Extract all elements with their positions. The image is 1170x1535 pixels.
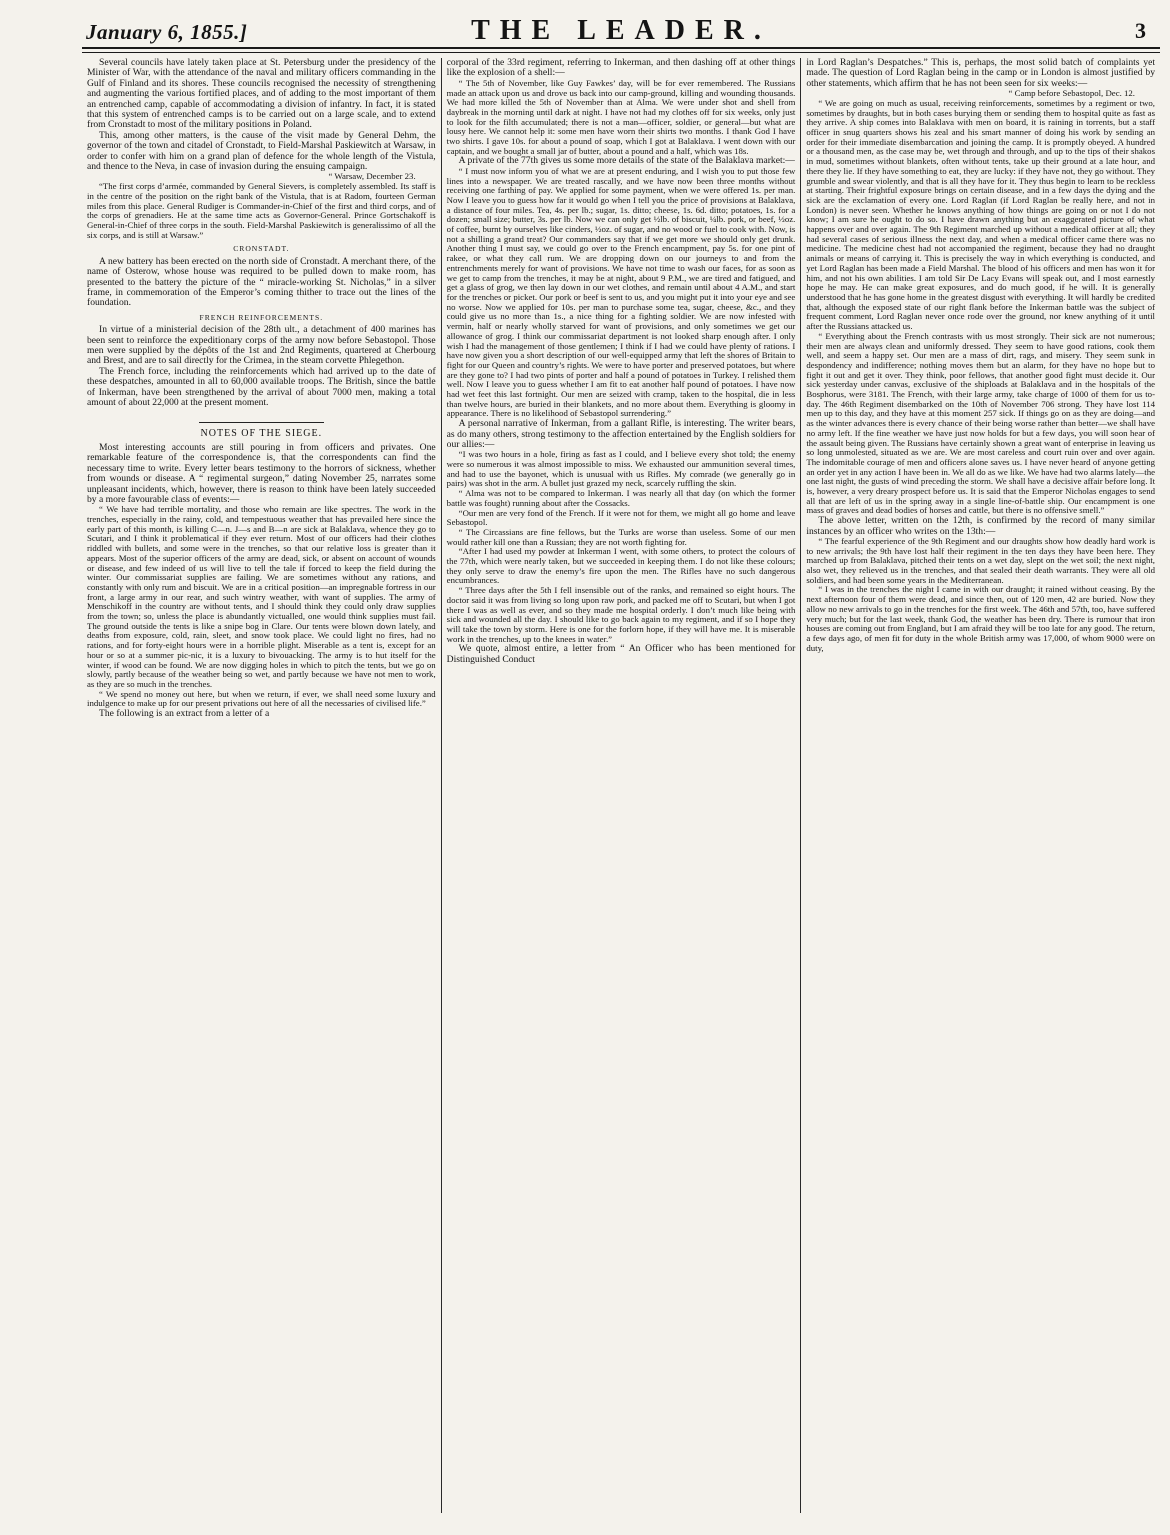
- section-divider: [199, 422, 325, 423]
- quoted-letter: “ Three days after the 5th I fell insensible out of the ranks, and remained so eight hours. The doctor said it was from living so long upon raw pork, and packed me off to Scutari, but when I got there I was as well as ever, and so they made me hospital orderly. I don’t much like being with sick and wounded all the day. I should like to go back again to my regiment, and if so I hope they will take the town by storm. Here is one for the forlorn hope, if they will have me. It is miserable work in the trenches, up to the knees in water.”: [446, 585, 796, 644]
- paragraph: The above letter, written on the 12th, is confirmed by the record of many similar instances by an officer who writes on the 13th:—: [806, 515, 1156, 537]
- paragraph: The French force, including the reinforcements which had arrived up to the date of these despatches, amounted in all to 60,000 available troops. The British, since the battle of Inkerman, have been strengthened by the arrival of about 7000 men, making a total amount of about 22,000 at the present moment.: [87, 365, 436, 409]
- page-header: [82, 0, 1160, 44]
- paragraph: We quote, almost entire, a letter from “ An Officer who has been mentioned for Distinguished Conduct: [446, 643, 796, 665]
- paragraph-continued: corporal of the 33rd regiment, referring to Inkerman, and then dashing off at other things like the explosion of a shell:—: [446, 58, 796, 79]
- paragraph: This, among other matters, is the cause of the visit made by General Dehm, the governor of the town and citadel of Cronstadt, to Field-Marshal Paskiewitch at Warsaw, in order to confer with him on a grand plan of defence for the whole length of the Vistula, and thence to the Neva, in case of invasion during the ensuing campaign.: [87, 129, 436, 173]
- quoted-letter: “After I had used my powder at Inkerman I went, with some others, to protect the colours of the 77th, which were nearly taken, but we succeeded in keeping them. I do not like these colours; they only serve to draw the enemy’s fire upon the men. The Rifles have no such dangerous encumbrances.: [446, 546, 796, 586]
- paragraph: The following is an extract from a letter of a: [99, 708, 270, 720]
- letter-dateline: “ Warsaw, December 23.: [328, 171, 416, 182]
- column-middle: [441, 58, 801, 1513]
- section-subhead: FRENCH REINFORCEMENTS.: [199, 312, 324, 322]
- section-heading: NOTES OF THE SIEGE.: [200, 428, 323, 440]
- letter-dateline: “ Camp before Sebastopol, Dec. 12.: [1008, 88, 1136, 99]
- paragraph: In virtue of a ministerial decision of the 28th ult., a detachment of 400 marines has been sent to reinforce the expeditionary corps of the army now before Sebastopol. Those men were supplied by the dépôts of the 1st and 2nd Regiments, quartered at Cherbourg and Brest, and are to sail directly for the Crimea, in the steam corvette Phlegethon.: [87, 324, 436, 367]
- issue-date: January 6, 1855.]: [86, 20, 248, 44]
- quoted-letter: “Our men are very fond of the French. If it were not for them, we might all go home and leave Sebastopol.: [446, 507, 796, 528]
- paragraph: Several councils have lately taken place at St. Petersburg under the presidency of the Minister of War, with the attendance of the naval and military officers commanding in the Gulf of Finland and its shores. These councils recognised the necessity of strengthening and augmenting the various fortified places, and of adding to the most important of them an entrenched camp, capable of accommodating a division of infantry. In fact, it is stated that this system of entrenched camps is to be carried out on a large scale, and to extend from Cronstadt to most of the military positions in Poland.: [87, 58, 436, 131]
- column-right: [800, 58, 1160, 1513]
- section-subhead: CRONSTADT.: [233, 244, 290, 254]
- quoted-letter: “ We have had terrible mortality, and those who remain are like spectres. The work in the trenches, especially in the rainy, cold, and tempestuous weather that has prevailed here since the early part of this month, is killing C—n. J—s and B—n are sick at Balaklava, whence they go to Scutari, and I think it problematical if they ever return. Most of our officers had their clothes riddled with bullets, and some were in the trenches, so that our relative loss is greater than it appears. Most of the superior officers of the army are dead, sick, or absent on account of wounds or disease, and few indeed of us will live to tell the tale if forced to keep the field during the winter. Our commissariat supplies are failing. We are sometimes without any rations, and constantly with only rum and biscuit. We are in a critical position—an impregnable fortress in our front, a large army in our rear, and such wintry weather, with want of supplies. The army of Menschikoff in the country are without tents, and I should think they could only draw supplies from the town; so, unless the place is abundantly victualled, one would think supplies must fail. The ground outside the tents is like a snipe bog in Clare. Our tents were blown down lately, and deaths from exposure, cold, rain, sleet, and snow took place. We could light no fires, had no rations, and for forty-eight hours were in a horrible plight. Miserable as a tent is, except for an hour or so at a summer pic-nic, it is a luxury to bivouacking. The army is to hut itself for the winter, if wood can be found. We are now digging holes in which to pitch the tents, but we go on slowly, partly because of the weather being so wet, and partly because we have not men to work, as they are so much in the trenches.: [87, 504, 436, 689]
- quoted-letter: “ The 5th of November, like Guy Fawkes’ day, will be for ever remembered. The Russians made an attack upon us and drove us back into our camp-ground, killing and wounding thousands. We had more killed the 5th of November than at Alma. We were under shot and shell from daybreak in the morning until dark at night. I have not had my clothes off for six weeks, only just to look for the filth accumulated; there is not a man—officer, soldier, or general—but what are lousy here. We cannot help it: some men have worn their shirts two months. I thank God I have two shirts. I gave 10s. for about a pound of soap, which I got at Balaklava. I went down with our captain, and we bought a small jar of butter, about a pound and a half, which was 18s.: [446, 77, 796, 156]
- quoted-letter: “ I must now inform you of what we are at present enduring, and I wish you to put those few lines into a newspaper. We are treated rascally, and we have now been three months without receiving one farthing of pay. We applied for some payment, when we were offered 1s. per man. Now I leave you to guess how far it would go when I tell you the price of provisions at Balaklava, a distance of four miles. Tea, 4s. per lb.; sugar, 1s. ditto; cheese, 1s. 6d. ditto; potatoes, 1s. for a dozen; small size; butter, 3s. per lb. Now we can only get ½lb. of biscuit, ¼lb. pork, or beef, ½oz. of coffee, burnt by ourselves like cinders, ½oz. of sugar, and no wood or fuel to cook with. Now, is not a shilling a grand treat? Our commanders say that if we get more we should only get drunk. Another thing I must say, we could go over to the French encampment, pay 5s. for one pint of rakee, or what they call rum. We are dropping down on our journeys to and from the entrenchments merely for want of provisions. We have not time to wash our faces, for as soon as we get to camp from the trenches, it may be at night, about 9 P.M., we are tired and fatigued, and get a glass of grog, we then lay down in our wet clothes, and remain until about 4 A.M., and start for the trenches or picket. Our pork or beef is sent to us, and you might put it into your eye and see no worse. Now we applied for 10s. per man to purchase some tea, sugar, cheese, &c., and they could give us no more than 1s., a nice thing for a fighting soldier. We are now infested with vermin, half or nearly wholly starved for want of provisions, and only sometimes we get our allowance of grog. I think our commissariat department is not looked sharp enough after. I only wish I had the management of those gentlemen; I think if I had we could have plenty of rations. I have now given you a short description of our well-equipped army that left the shores of Britain to fight for our Queen and country’s rights. We were to have porter and preserved potatoes, but where are they gone to? I had two pints of porter and half a pound of potatoes in Turkey. I relished them well. Now I leave you to guess whether I am fit to eat another half pound of potatoes. I have now had wet feet this last fortnight. Our men are seized with cramp, taken to the hospital, die in less than twelve hours, are buried in their blankets, and no more about them. Everything is gloomy in appearance. There is no likelihood of Sebastopol surrendering.”: [446, 165, 796, 419]
- paragraph: Most interesting accounts are still pouring in from officers and privates. One remarkable feature of the correspondence is, that the correspondents can find the necessary time to write. Every letter bears testimony to the horrors of sickness, whether from wounds or disease. A “ regimental surgeon,” dating November 25, narrates some unpleasant incidents, which, however, there is reason to think have been lately succeeded by a more favourable class of events:—: [87, 441, 436, 505]
- quoted-letter: “ The fearful experience of the 9th Regiment and our draughts show how deadly hard work is to new arrivals; the 9th have lost half their regiment in the ten days they have been here. They marched up from Balaklava, pitched their tents on a wet day, slept on the wet soil; the next night, also wet, they relieved us in the trenches, and that sealed their death warrants. They were all old soldiers, and had been some years in the Mediterranean.: [806, 535, 1156, 585]
- quoted-letter: “The first corps d’armée, commanded by General Sievers, is completely assembled. Its staff is in the centre of the position on the right bank of the Vistula, that is at Radom, fourteen German miles from this place. General Rudiger is Commander-in-Chief of the first and third corps, and of the corps of grenadiers. He at the same time acts as Governor-General. Prince Gortschakoff is General-in-Chief of three corps in the south. Field-Marshal Paskiewitch is generalissimo of all the six corps, and is still at Warsaw.”: [87, 181, 436, 240]
- masthead-title: THE LEADER.: [471, 15, 771, 46]
- quoted-letter: “ Everything about the French contrasts with us most strongly. Their sick are not numerous; their men are always clean and uniformly dressed. They seem to have good rations, cook them well, and seem a happy set. Our men are a mass of dirt, rags, and misery. They seem sunk in despondency and indifference; nothing moves them but an alarm, for they have no hope but to fight it out and get it over. They think, poor fellows, that another good fight must decide it. Our sick yesterday under canvas, exclusive of the shiploads at Balaklava and in the hospitals of the Bosphorus, were 3181. The French, with their large army, take charge of 1000 of them for us to-day. The 46th Regiment disembarked on the 10th of November 706 strong. They have lost 114 men up to this day, and they have at this moment 257 sick. If things go on as they are doing—and as the winter advances there is every chance of their being worse rather than better—we shall have no army left. If the fine weather we have just now holds for but a few days, you will soon hear of the assault being given. The Russians have certainly shown a great want of enterprise in leaving us so long unmolested, situated as we are. We are most careless and court ruin over and over again. The indomitable courage of men and officers alone saves us. I have never heard of anyone getting an order yet in any action I have been in. We all do as we like. We have had two alarms lately—the one last night, the gusts of wind preceding the storm. We shall have a decisive affair before long. It is, however, a very dreary prospect before us. It is said that the Emperor Nicholas engages to send all that are left of us in the spring away in a single line-of-battle ship. Our encampment is one mass of graves and dead bodies of horses and cattle, but there is no offensive smell.”: [806, 330, 1156, 516]
- column-left: [82, 58, 441, 1513]
- quoted-letter: “ We spend no money out here, but when we return, if ever, we shall need some luxury and indulgence to make up for our present privations out here of all the necessaries of civilised life.”: [87, 688, 436, 709]
- quoted-letter: “I was two hours in a hole, firing as fast as I could, and I believe every shot told; the enemy were so numerous it was almost impossible to miss. We exhausted our ammunition several times, and had to use the bayonet, which is unusual with us Rifles. My comrade (we generally go in pairs) was shot in the arm. A bullet just grazed my neck, scarcely ruffling the skin.: [446, 449, 796, 489]
- quoted-letter: “ The Circassians are fine fellows, but the Turks are worse than useless. Some of our men would rather kill one than a Russian; they are not worth fighting for.: [446, 526, 796, 547]
- header-rule: [82, 47, 1160, 53]
- paragraph: A personal narrative of Inkerman, from a gallant Rifle, is interesting. The writer bears, as do many others, strong testimony to the affection entertained by the English soldiers for our allies:—: [446, 418, 796, 450]
- paragraph-continued: in Lord Raglan’s Despatches.” This is, perhaps, the most solid batch of complaints yet made. The question of Lord Raglan being in the camp or in London is almost justified by other statements, which affirm that he has not been seen for six weeks:—: [806, 58, 1156, 89]
- quoted-letter: “ Alma was not to be compared to Inkerman. I was nearly all that day (on which the former battle was fought) running about after the Cossacks.: [446, 488, 796, 508]
- paragraph: A private of the 77th gives us some more details of the state of the Balaklava market:—: [458, 155, 795, 167]
- quoted-letter: “ I was in the trenches the night I came in with our draught; it rained without ceasing. By the next afternoon four of them were dead, and since then, out of 120 men, 42 are buried. Now they allow no new arrivals to go in the trenches for the first week. The 46th and 57th, too, have suffered very much; but for the last week, thank God, the weather has been dry. There is rumour that iron houses are coming out from England, but I am afraid they will be too late for any good. The return, a few days ago, of men fit for duty in the whole British army was 17,000, of whom 9000 were on duty,: [806, 584, 1156, 653]
- article-columns: [82, 58, 1160, 1513]
- paragraph: A new battery has been erected on the north side of Cronstadt. A merchant there, of the name of Osterow, whose house was required to be pulled down to make room, has presented to the battery the picture of the “ miracle-working St. Nicholas,” in a silver frame, in commemoration of the Emperor’s coming thither to trace out the lines of the foundation.: [87, 255, 436, 309]
- page-number: 3: [1135, 18, 1146, 43]
- quoted-letter: “ We are going on much as usual, receiving reinforcements, sometimes by a regiment or two, sometimes by draughts, but in both cases burying them or sending them to hospital quite as fast as they arrive. A ship comes into Balaklava with men on board, it is raining in torrents, but a staff officer in snug quarters shows his zeal and his smart manner of doing his work by sending an order for their immediate disembarcation and joining the camp. It is promptly obeyed. A hundred or a thousand men, as the case may be, wet through and through, and up to the tips of their shakos in mud, sometimes without blankets, often without tents, take up their ground at a late hour, and there they lie. If they have something to eat, they are lucky: if they have not, they go without. They grumble and swear violently, and that is all they have for it. They thus begin to learn to be reckless at starting. Their frightful exposure brings on certain disease, and in a few days the dying and the sick are the exclamation of every one. Lord Raglan (if Lord Raglan be really here, and not in London) is never seen. Whether he knows anything of how things are going on or not I do not know; I am sure he ought to do so. I have drawn anything but an exaggerated picture of what happens over and over again. The 9th Regiment marched up without a medical officer at all; they had several cases of serious illness the next day, and when a medical officer came there was no medicine. The medicine chest had not accompanied the regiment, because they had no draught animals or means of carrying it. This is precisely the way in which everything is conducted, and yet Lord Raglan has been made a Field Marshal. The blood of his officers and men has won it for him, and not his own abilities. I am told Sir De Lacy Evans will speak out, and I most earnestly hope he may. He can make great exposures, and do much good, if he will. It is generally understood that he has gone home in the greatest disgust with everything. It will hardly be credited that, although the exposed state of our right flank before the Inkerman battle was the subject of frequent comment, Lord Raglan never once rode over the ground, nor knew anything of it until after the Russians attacked us.: [806, 97, 1156, 332]
